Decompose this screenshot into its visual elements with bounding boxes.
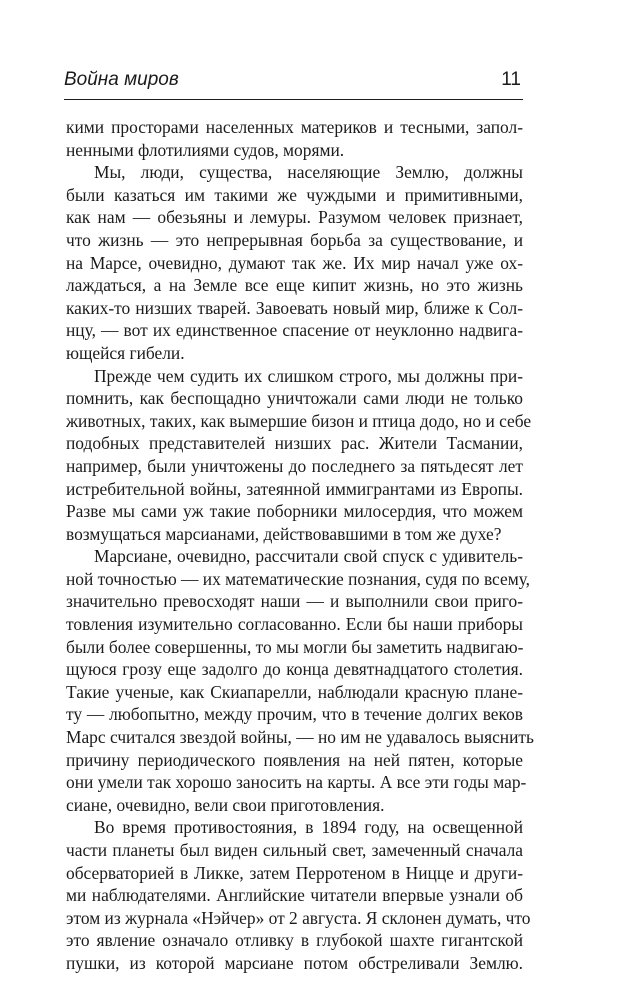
text-line: части планеты был виден сильный свет, замеченный сначала [66, 840, 523, 860]
text-line: нцу, — вот их единственное спасение от неуклонно надвига- [66, 320, 523, 341]
text-line: обсерваторией в Ликке, затем Перротеном в Ницце и други- [66, 862, 523, 883]
text-line: они умели так хорошо заносить на карты. А все эти годы мар- [66, 772, 527, 793]
text-line: были казаться им такими же чуждыми и примитивными, [66, 184, 523, 205]
text-line: лаждаться, а на Земле все еще кипит жизнь, но это жизнь [66, 275, 523, 296]
text-line: Прежде чем судить их слишком строго, мы должны при- [94, 365, 523, 386]
text-line: товления изумительно согласованно. Если бы наши приборы [66, 614, 523, 635]
text-line: возмущаться марсианами, действовавшими в том же духе? [66, 523, 502, 544]
text-line: ющейся гибели. [66, 342, 185, 363]
text-line: ту — любопытно, между прочим, что в течение долгих веков [66, 704, 523, 725]
text-line: Разве мы сами уж такие поборники милосердия, что можем [66, 501, 523, 522]
book-title: Война миров [64, 69, 179, 90]
text-line: подобных представителей низших рас. Жители Тасмании, [66, 433, 523, 454]
text-line: как нам — обезьяны и лемуры. Разумом человек признает, [66, 207, 523, 228]
text-line: этом из журнала «Нэйчер» от 2 августа. Я склонен думать, что [66, 907, 531, 928]
text-line: причину периодического появления на ней пятен, которые [66, 749, 523, 770]
body-text [66, 116, 534, 975]
page-number: 11 [501, 69, 521, 90]
header-rule [64, 99, 523, 100]
text-line: щуюся грозу еще задолго до конца девятнадцатого столетия. [66, 659, 523, 680]
text-line: Марсиане, очевидно, рассчитали свой спуск с удивитель- [94, 546, 523, 567]
text-line: кими просторами населенных материков и тесными, запол- [66, 117, 523, 137]
text-line: пушки, из которой марсиане потом обстреливали Землю. [66, 952, 523, 973]
text-line: помнить, как беспощадно уничтожали сами люди не только [66, 388, 523, 409]
text-line: значительно превосходят наши — и выполнили свои приго- [66, 591, 523, 612]
text-line: животных, таких, как вымершие бизон и птица додо, но и себе [66, 410, 532, 431]
text-line: были более совершенны, то мы могли бы заметить надвигаю- [66, 636, 524, 657]
text-line: сиане, очевидно, вели свои приготовления. [66, 794, 385, 815]
running-head [64, 68, 523, 98]
text-line: что жизнь — это непрерывная борьба за существование, и [66, 229, 523, 250]
text-line: Марс считался звездой войны, — но им не удавалось выяснить [66, 727, 534, 748]
text-line: например, были уничтожены до последнего за пятьдесят лет [66, 455, 523, 476]
text-line: Такие ученые, как Скиапарелли, наблюдали красную плане- [66, 681, 523, 702]
text-line: истребительной войны, затеянной иммигрантами из Европы. [66, 478, 523, 499]
text-line: это явление означало отливку в глубокой шахте гигантской [66, 930, 523, 951]
text-line: ненными флотилиями судов, морями. [66, 139, 345, 160]
text-line: ми наблюдателями. Английские читатели впервые узнали об [66, 885, 523, 906]
text-line: ной точностью — их математические познания, судя по всему, [66, 568, 531, 589]
text-line: каких-то низших тварей. Завоевать новый мир, ближе к Сол- [66, 297, 523, 318]
text-line: Мы, люди, существа, населяющие Землю, должны [94, 162, 523, 183]
text-line: на Марсе, очевидно, думают так же. Их мир начал уже ох- [66, 252, 523, 273]
text-line: Во время противостояния, в 1894 году, на освещенной [94, 817, 523, 838]
